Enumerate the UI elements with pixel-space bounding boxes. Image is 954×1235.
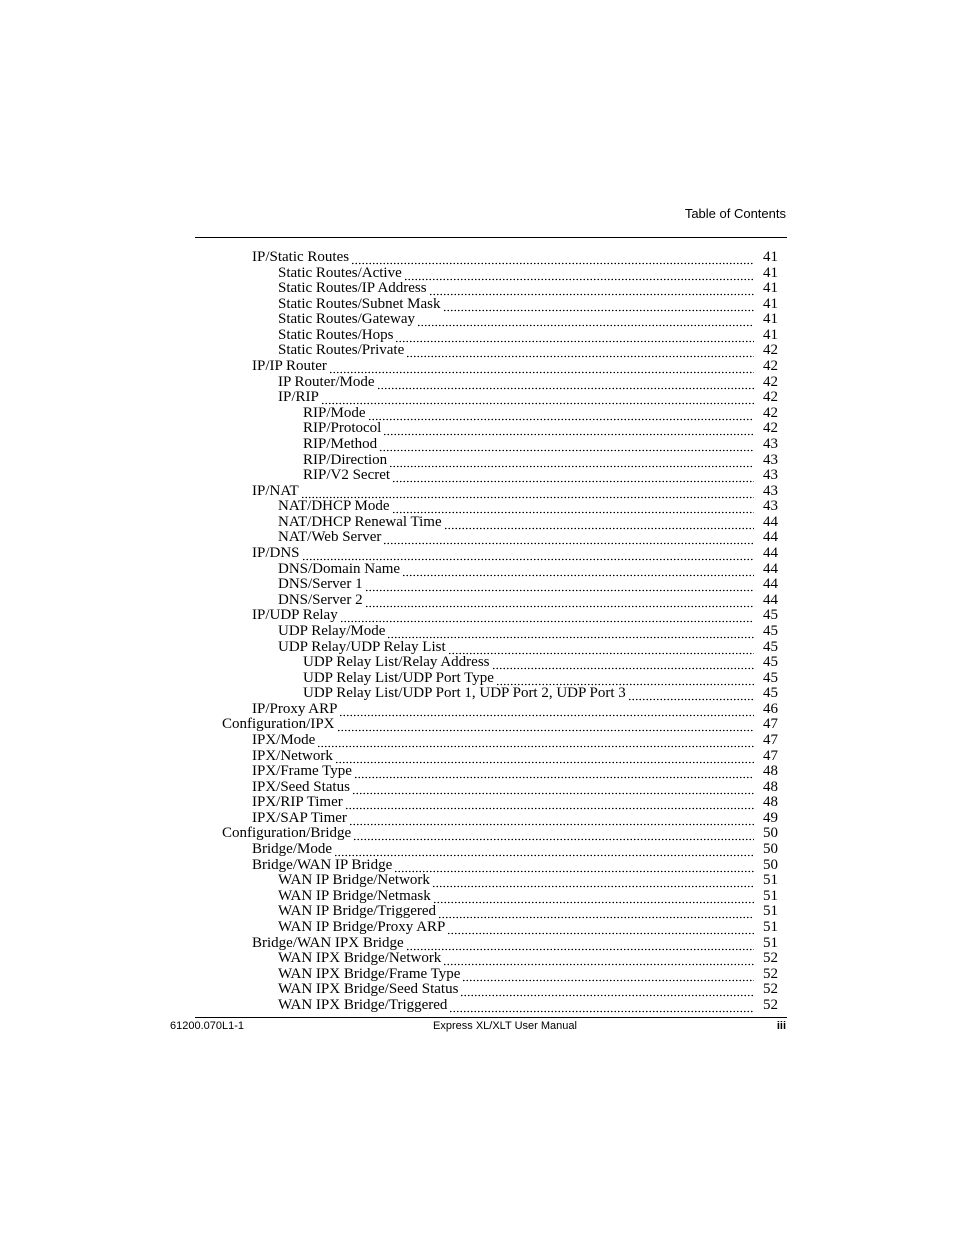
toc-entry-page: 44 (763, 529, 778, 546)
toc-entry-page: 41 (763, 280, 778, 297)
toc-entry[interactable] (252, 732, 778, 748)
toc-entry[interactable] (278, 919, 778, 935)
toc-entry[interactable] (222, 825, 778, 841)
toc-entry-page: 41 (763, 295, 778, 312)
toc-entry-page: 43 (763, 451, 778, 468)
dot-leader (462, 969, 754, 982)
toc-entry-page: 47 (763, 731, 778, 748)
toc-entry-title: IPX/Mode (252, 731, 316, 748)
page-number: iii (776, 1020, 786, 1032)
toc-entry-title: RIP/Method (303, 435, 378, 452)
toc-entry-page: 44 (763, 545, 778, 562)
dot-leader (365, 579, 754, 592)
dot-leader (433, 891, 754, 904)
dot-leader (339, 704, 754, 717)
dot-leader (379, 439, 754, 452)
toc-entry[interactable] (252, 748, 778, 764)
dot-leader (387, 626, 754, 639)
toc-entry-page: 52 (763, 996, 778, 1013)
toc-entry-page: 43 (763, 498, 778, 515)
toc-entry[interactable] (303, 654, 778, 670)
toc-entry-title: IP/DNS (252, 545, 300, 562)
toc-entry-title: RIP/V2 Secret (303, 467, 391, 484)
toc-entry-title: RIP/Direction (303, 451, 388, 468)
toc-entry-page: 42 (763, 389, 778, 406)
toc-entry[interactable] (278, 623, 778, 639)
dot-leader (365, 595, 754, 608)
toc-entry[interactable] (278, 311, 778, 327)
toc-entry-page: 45 (763, 638, 778, 655)
dot-leader (337, 719, 755, 732)
dot-leader (628, 688, 754, 701)
toc-entry-title: UDP Relay List/UDP Port 1, UDP Port 2, UDP Port 3 (303, 685, 626, 702)
toc-entry-page: 42 (763, 342, 778, 359)
toc-entry-page: 48 (763, 794, 778, 811)
toc-entry-title: IPX/Frame Type (252, 763, 352, 780)
dot-leader (392, 470, 754, 483)
toc-entry[interactable] (278, 296, 778, 312)
dot-leader (389, 455, 754, 468)
dot-leader (404, 268, 754, 281)
toc-entry-page: 51 (763, 903, 778, 920)
dot-leader (383, 423, 754, 436)
dot-leader (301, 486, 754, 499)
toc-entry-title: WAN IPX Bridge/Frame Type (278, 965, 461, 982)
toc-entry-page: 45 (763, 622, 778, 639)
toc-entry-title: IP/NAT (252, 482, 299, 499)
toc-entry[interactable] (303, 685, 778, 701)
toc-entry-title: Static Routes/Private (278, 342, 405, 359)
toc-entry-page: 41 (763, 249, 778, 265)
dot-leader (438, 906, 754, 919)
dot-leader (447, 922, 754, 935)
toc-entry-page: 42 (763, 404, 778, 421)
toc-entry-page: 48 (763, 763, 778, 780)
toc-entry[interactable] (278, 576, 778, 592)
dot-leader (406, 938, 754, 951)
toc-entry[interactable] (252, 841, 778, 857)
dot-leader (368, 408, 754, 421)
toc-entry[interactable] (278, 389, 778, 405)
toc-entry-title: IP Router/Mode (278, 373, 375, 390)
dot-leader (443, 953, 754, 966)
toc-entry-title: IPX/Network (252, 747, 333, 764)
toc-entry-page: 44 (763, 560, 778, 577)
toc-entry-page: 47 (763, 747, 778, 764)
toc-entry-title: UDP Relay List/UDP Port Type (303, 669, 494, 686)
toc-entry-title: WAN IP Bridge/Netmask (278, 887, 431, 904)
toc-entry[interactable] (278, 592, 778, 608)
toc-entry-title: Bridge/WAN IP Bridge (252, 856, 393, 873)
toc-entry[interactable] (278, 342, 778, 358)
toc-entry-title: WAN IPX Bridge/Network (278, 950, 442, 967)
toc-entry-page: 45 (763, 685, 778, 702)
dot-leader (392, 501, 754, 514)
toc-entry-title: Static Routes/Gateway (278, 311, 416, 328)
toc-entry-page: 50 (763, 856, 778, 873)
toc-entry-title: Configuration/IPX (222, 716, 335, 733)
toc-entry-page: 51 (763, 934, 778, 951)
dot-leader (349, 813, 754, 826)
toc-entry-page: 47 (763, 716, 778, 733)
toc-entry[interactable] (278, 950, 778, 966)
toc-entry-page: 52 (763, 965, 778, 982)
toc-entry-title: UDP Relay/Mode (278, 622, 386, 639)
toc-entry[interactable] (252, 935, 778, 951)
dot-leader (443, 299, 755, 312)
dot-leader (354, 766, 754, 779)
toc-entry[interactable] (252, 545, 778, 561)
toc-entry[interactable] (278, 265, 778, 281)
toc-entry-title: UDP Relay List/Relay Address (303, 654, 490, 671)
toc-entry-title: DNS/Server 2 (278, 591, 363, 608)
toc-entry-title: IP/IP Router (252, 358, 327, 375)
toc-entry[interactable] (252, 607, 778, 623)
toc-entry[interactable] (278, 280, 778, 296)
toc-entry[interactable] (252, 249, 778, 265)
toc-entry-page: 51 (763, 887, 778, 904)
toc-entry-page: 42 (763, 420, 778, 437)
toc-entry[interactable] (303, 405, 778, 421)
toc-entry-page: 44 (763, 576, 778, 593)
toc-entry[interactable] (303, 436, 778, 452)
toc-entry[interactable] (278, 327, 778, 343)
toc-entry[interactable] (252, 483, 778, 499)
toc-entry-title: Static Routes/Subnet Mask (278, 295, 441, 312)
dot-leader (340, 610, 754, 623)
toc-entry[interactable] (278, 561, 778, 577)
toc-entry-page: 46 (763, 700, 778, 717)
toc-entry-title: IP/Static Routes (252, 249, 350, 265)
dot-leader (432, 875, 754, 888)
toc-entry-title: WAN IP Bridge/Triggered (278, 903, 437, 920)
dot-leader (321, 392, 754, 405)
toc-entry-title: Bridge/Mode (252, 841, 332, 858)
toc-entry-title: Bridge/WAN IPX Bridge (252, 934, 404, 951)
dot-leader (496, 673, 754, 686)
toc-entry-title: DNS/Domain Name (278, 560, 401, 577)
dot-leader (460, 984, 754, 997)
toc-entry-page: 44 (763, 513, 778, 530)
dot-leader (449, 1000, 754, 1013)
dot-leader (335, 751, 754, 764)
dot-leader (402, 564, 754, 577)
toc-entry[interactable] (278, 981, 778, 997)
toc-entry-page: 45 (763, 607, 778, 624)
manual-title: Express XL/XLT User Manual (433, 1020, 577, 1032)
toc-entry-page: 51 (763, 872, 778, 889)
toc-entry[interactable] (278, 498, 778, 514)
toc-entry-title: Static Routes/Active (278, 264, 402, 281)
toc-entry-title: WAN IPX Bridge/Triggered (278, 996, 448, 1013)
toc-entry-page: 52 (763, 981, 778, 998)
dot-leader (377, 377, 754, 390)
toc-entry-title: IPX/RIP Timer (252, 794, 343, 811)
toc-entry-page: 45 (763, 669, 778, 686)
toc-entry-title: RIP/Mode (303, 404, 366, 421)
toc-entry[interactable] (303, 467, 778, 483)
toc-entry-title: IPX/Seed Status (252, 778, 350, 795)
dot-leader (383, 532, 754, 545)
dot-leader (353, 828, 754, 841)
toc-entry[interactable] (278, 639, 778, 655)
dot-leader (302, 548, 754, 561)
toc-entry-page: 50 (763, 825, 778, 842)
toc-entry-title: WAN IPX Bridge/Seed Status (278, 981, 459, 998)
toc-entry[interactable] (252, 358, 778, 374)
toc-entry-page: 41 (763, 264, 778, 281)
toc-entry[interactable] (278, 872, 778, 888)
toc-entry-title: Static Routes/IP Address (278, 280, 427, 297)
toc-entry-page: 44 (763, 591, 778, 608)
toc-entry-title: NAT/DHCP Mode (278, 498, 390, 515)
toc-entry-title: Configuration/Bridge (222, 825, 352, 842)
toc-entry-page: 41 (763, 311, 778, 328)
toc-entry[interactable] (278, 529, 778, 545)
toc-entry-page: 45 (763, 654, 778, 671)
toc-entry[interactable] (303, 452, 778, 468)
toc-entry[interactable] (252, 701, 778, 717)
toc-entry-page: 42 (763, 358, 778, 375)
toc-entry-title: WAN IP Bridge/Proxy ARP (278, 918, 446, 935)
toc-entry[interactable] (252, 857, 778, 873)
toc-entry-page: 43 (763, 467, 778, 484)
toc-entry[interactable] (278, 514, 778, 530)
dot-leader (329, 361, 754, 374)
toc-entry-title: NAT/DHCP Renewal Time (278, 513, 442, 530)
toc-entry[interactable] (252, 810, 778, 826)
dot-leader (317, 735, 754, 748)
toc-entry-page: 52 (763, 950, 778, 967)
toc-entry[interactable] (278, 888, 778, 904)
dot-leader (334, 844, 754, 857)
toc-entry[interactable] (278, 966, 778, 982)
toc-entry-title: IP/RIP (278, 389, 319, 406)
toc-entry-page: 42 (763, 373, 778, 390)
footer-rule (195, 1017, 787, 1018)
toc-entry-title: DNS/Server 1 (278, 576, 363, 593)
dot-leader (345, 797, 754, 810)
dot-leader (351, 252, 754, 265)
toc-entry[interactable] (252, 763, 778, 779)
toc-entry-page: 43 (763, 435, 778, 452)
toc-entry-page: 48 (763, 778, 778, 795)
toc-entry-page: 49 (763, 809, 778, 826)
toc-entry-title: WAN IP Bridge/Network (278, 872, 430, 889)
dot-leader (448, 642, 754, 655)
toc-entry-title: Static Routes/Hops (278, 326, 394, 343)
dot-leader (492, 657, 754, 670)
toc-entry-title: IP/Proxy ARP (252, 700, 338, 717)
toc-entry[interactable] (278, 903, 778, 919)
toc-entry[interactable] (278, 997, 778, 1013)
dot-leader (444, 517, 754, 530)
dot-leader (406, 345, 754, 358)
toc-entry-title: UDP Relay/UDP Relay List (278, 638, 446, 655)
toc-entry-title: IPX/SAP Timer (252, 809, 347, 826)
dot-leader (429, 283, 754, 296)
toc-entry-page: 50 (763, 841, 778, 858)
toc-entry[interactable] (252, 794, 778, 810)
toc-entry[interactable] (278, 374, 778, 390)
header-rule (195, 237, 787, 238)
toc-entry-page: 43 (763, 482, 778, 499)
toc-entry-title: RIP/Protocol (303, 420, 382, 437)
dot-leader (352, 782, 754, 795)
toc-entry-page: 41 (763, 326, 778, 343)
dot-leader (395, 330, 754, 343)
toc-entry[interactable] (252, 779, 778, 795)
toc-entry-title: IP/UDP Relay (252, 607, 338, 624)
toc-entry-page: 51 (763, 918, 778, 935)
document-number: 61200.070L1-1 (170, 1020, 245, 1032)
dot-leader (417, 314, 754, 327)
toc-entry[interactable] (303, 420, 778, 436)
toc-entry[interactable] (303, 670, 778, 686)
toc-entry-title: NAT/Web Server (278, 529, 382, 546)
running-header: Table of Contents (684, 206, 786, 221)
dot-leader (394, 860, 754, 873)
toc-entry[interactable] (222, 716, 778, 732)
